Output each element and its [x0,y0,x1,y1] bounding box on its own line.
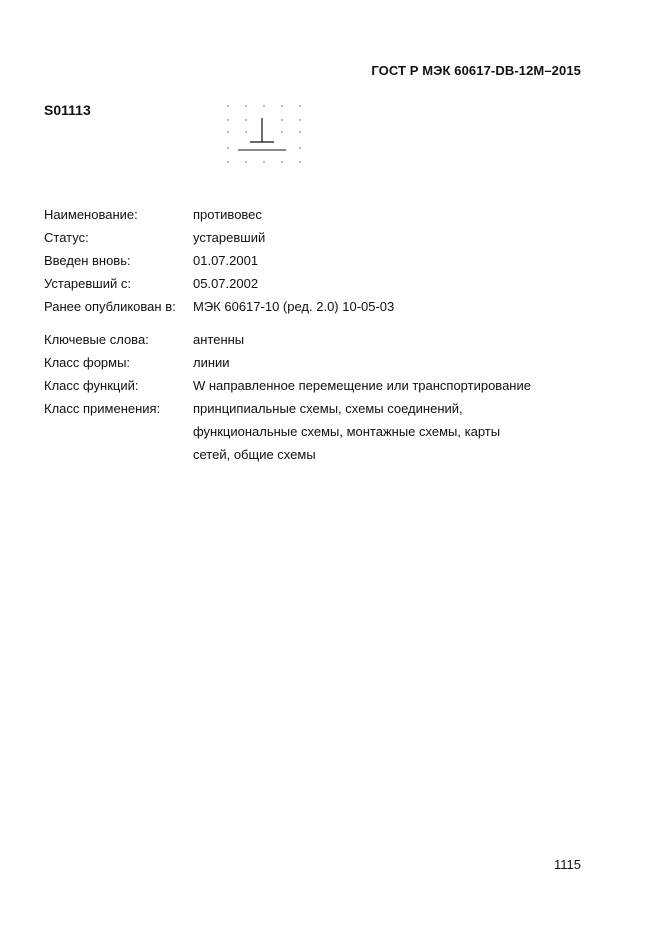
field-value: противовес [193,207,262,222]
field-obsolete-since [44,272,604,295]
field-value-line: сетей, общие схемы [193,447,316,462]
field-label: Класс формы: [44,355,131,370]
field-value: 05.07.2002 [193,276,259,291]
field-application-class [44,397,604,466]
field-value: линии [193,355,230,370]
field-label: Класс применения: [44,401,161,416]
field-previously-published [44,295,604,318]
field-value: W направленное перемещение или транспортирование [193,378,531,393]
field-value: устаревший [193,230,266,245]
field-value: 01.07.2001 [193,253,259,268]
counterpoise-symbol-icon [224,100,306,166]
field-value [193,397,500,466]
page-number: 1115 [554,857,581,872]
field-introduced [44,249,604,272]
grid-dots [227,105,300,162]
field-value-line: принципиальные схемы, схемы соединений, [193,401,463,416]
field-label: Ранее опубликован в: [44,299,176,314]
field-keywords [44,328,604,351]
field-status [44,226,604,249]
symbol-attributes [44,203,604,466]
field-value: МЭК 60617-10 (ред. 2.0) 10-05-03 [193,299,395,314]
standard-title: ГОСТ Р МЭК 60617-DB-12M–2015 [371,63,581,78]
field-label: Введен вновь: [44,253,131,268]
field-label: Устаревший с: [44,276,131,291]
field-label: Ключевые слова: [44,332,149,347]
field-label: Наименование: [44,207,138,222]
field-label: Класс функций: [44,378,139,393]
symbol-code: S01113 [44,102,91,118]
field-function-class [44,374,604,397]
field-value: антенны [193,332,245,347]
field-value-line: функциональные схемы, монтажные схемы, карты [193,424,501,439]
field-form-class [44,351,604,374]
field-label: Статус: [44,230,89,245]
field-name [44,203,604,226]
